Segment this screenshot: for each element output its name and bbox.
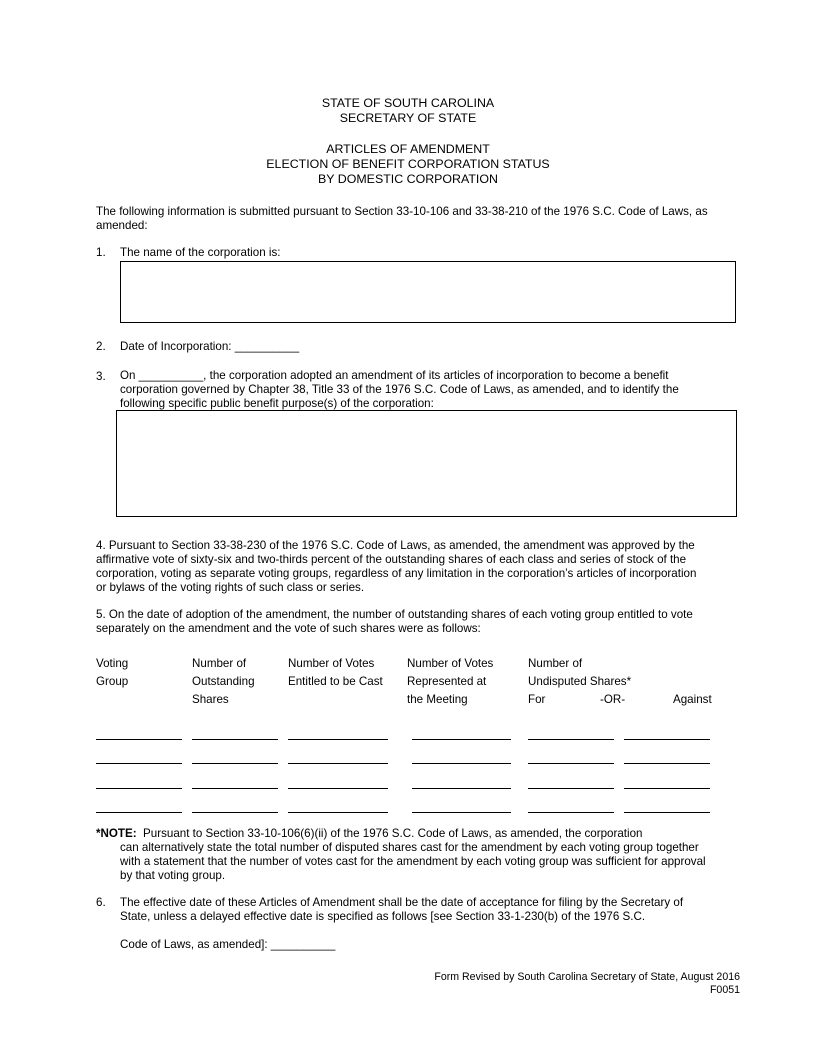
blank-against[interactable] (624, 763, 710, 764)
blank-for[interactable] (528, 812, 614, 813)
note-label: *NOTE: (96, 827, 137, 840)
item-6-line-2: State, unless a delayed effective date is specified as follows [see Section 33-1-230(b) of the 1976 S.C. (120, 910, 646, 923)
item-1-label: The name of the corporation is: (120, 246, 281, 259)
item-1-number: 1. (96, 246, 106, 259)
blank-voting-group[interactable] (96, 763, 182, 764)
item-6-line-1: The effective date of these Articles of Amendment shall be the date of acceptance for filing by the Secretary of (120, 896, 684, 909)
form-title: ARTICLES OF AMENDMENT (326, 142, 490, 156)
item-3-line-1: On __________, the corporation adopted an amendment of its articles of incorporation to become a benefit (120, 369, 669, 382)
item-4-line-2: affirmative vote of sixty-six and two-thirds percent of the outstanding shares of each class and series of stock of the (96, 553, 687, 566)
item-4-line-1: 4. Pursuant to Section 33-38-230 of the 1976 S.C. Code of Laws, as amended, the amendment was approved by the (96, 539, 695, 552)
blank-votes-represented[interactable] (412, 788, 511, 789)
note-line-1: Pursuant to Section 33-10-106(6)(ii) of the 1976 S.C. Code of Laws, as amended, the corporation (143, 827, 643, 840)
col-header-or: -OR- (600, 693, 626, 706)
col-header-votes-entitled: Number of Votes Entitled to be Cast (288, 657, 383, 688)
public-benefit-purpose-field[interactable] (116, 410, 737, 517)
blank-votes-entitled[interactable] (288, 739, 388, 740)
col-header-votes-represented: Number of Votes Represented at the Meeting (407, 657, 494, 706)
blank-outstanding-shares[interactable] (192, 812, 278, 813)
item-3-line-2: corporation governed by Chapter 38, Title 33 of the 1976 S.C. Code of Laws, as amended, and to identify the (120, 383, 679, 396)
form-id: F0051 (709, 984, 740, 996)
blank-votes-entitled[interactable] (288, 788, 388, 789)
blank-for[interactable] (528, 788, 614, 789)
blank-voting-group[interactable] (96, 812, 182, 813)
footer-revised: Form Revised by South Carolina Secretary of State, August 2016 (434, 971, 740, 983)
item-6-number: 6. (96, 896, 106, 909)
item-3-line-3: following specific public benefit purpose(s) of the corporation: (120, 397, 434, 410)
note-line-3: with a statement that the number of votes cast for the amendment by each voting group was sufficient for approval (120, 855, 706, 868)
col-header-outstanding-shares: Number of Outstanding Shares (192, 657, 255, 706)
corporation-name-field[interactable] (120, 261, 736, 323)
blank-outstanding-shares[interactable] (192, 739, 278, 740)
form-subtitle: ELECTION OF BENEFIT CORPORATION STATUS (266, 157, 550, 171)
blank-for[interactable] (528, 763, 614, 764)
blank-for[interactable] (528, 739, 614, 740)
intro-line-1: The following information is submitted pursuant to Section 33-10-106 and 33-38-210 of the 1976 S.C. Code of Laws, as (96, 205, 708, 218)
blank-against[interactable] (624, 739, 710, 740)
col-header-voting-group: Voting Group (96, 657, 129, 688)
blank-outstanding-shares[interactable] (192, 788, 278, 789)
blank-outstanding-shares[interactable] (192, 763, 278, 764)
col-header-undisputed-for: Number of Undisputed Shares* For (528, 657, 632, 706)
blank-against[interactable] (624, 812, 710, 813)
item-2-number: 2. (96, 340, 106, 353)
blank-votes-entitled[interactable] (288, 812, 388, 813)
item-4-line-3: corporation, voting as separate voting groups, regardless of any limitation in the corporation’s articles of incorporation (96, 567, 697, 580)
blank-votes-entitled[interactable] (288, 763, 388, 764)
blank-voting-group[interactable] (96, 788, 182, 789)
blank-voting-group[interactable] (96, 739, 182, 740)
note-line-2: can alternatively state the total number of disputed shares cast for the amendment by each voting group together (120, 841, 699, 854)
note (96, 827, 643, 841)
intro-line-2: amended: (96, 219, 148, 232)
effective-date-field[interactable]: Code of Laws, as amended]: __________ (120, 938, 336, 951)
date-of-incorporation-field[interactable]: Date of Incorporation: __________ (120, 340, 300, 353)
blank-against[interactable] (624, 788, 710, 789)
item-5-line-1: 5. On the date of adoption of the amendment, the number of outstanding shares of each voting group entitled to vote (96, 608, 693, 621)
note-line-4: by that voting group. (120, 869, 226, 882)
item-4-line-4: or bylaws of the voting rights of such class or series. (96, 581, 365, 594)
item-5-line-2: separately on the amendment and the vote of such shares were as follows: (96, 622, 481, 635)
item-3-number: 3. (96, 370, 106, 383)
header-office: SECRETARY OF STATE (339, 111, 477, 125)
blank-votes-represented[interactable] (412, 812, 511, 813)
header-state: STATE OF SOUTH CAROLINA (321, 96, 495, 110)
blank-votes-represented[interactable] (412, 739, 511, 740)
col-header-against: Against (673, 693, 712, 706)
blank-votes-represented[interactable] (412, 763, 511, 764)
form-subtitle-2: BY DOMESTIC CORPORATION (318, 172, 498, 186)
